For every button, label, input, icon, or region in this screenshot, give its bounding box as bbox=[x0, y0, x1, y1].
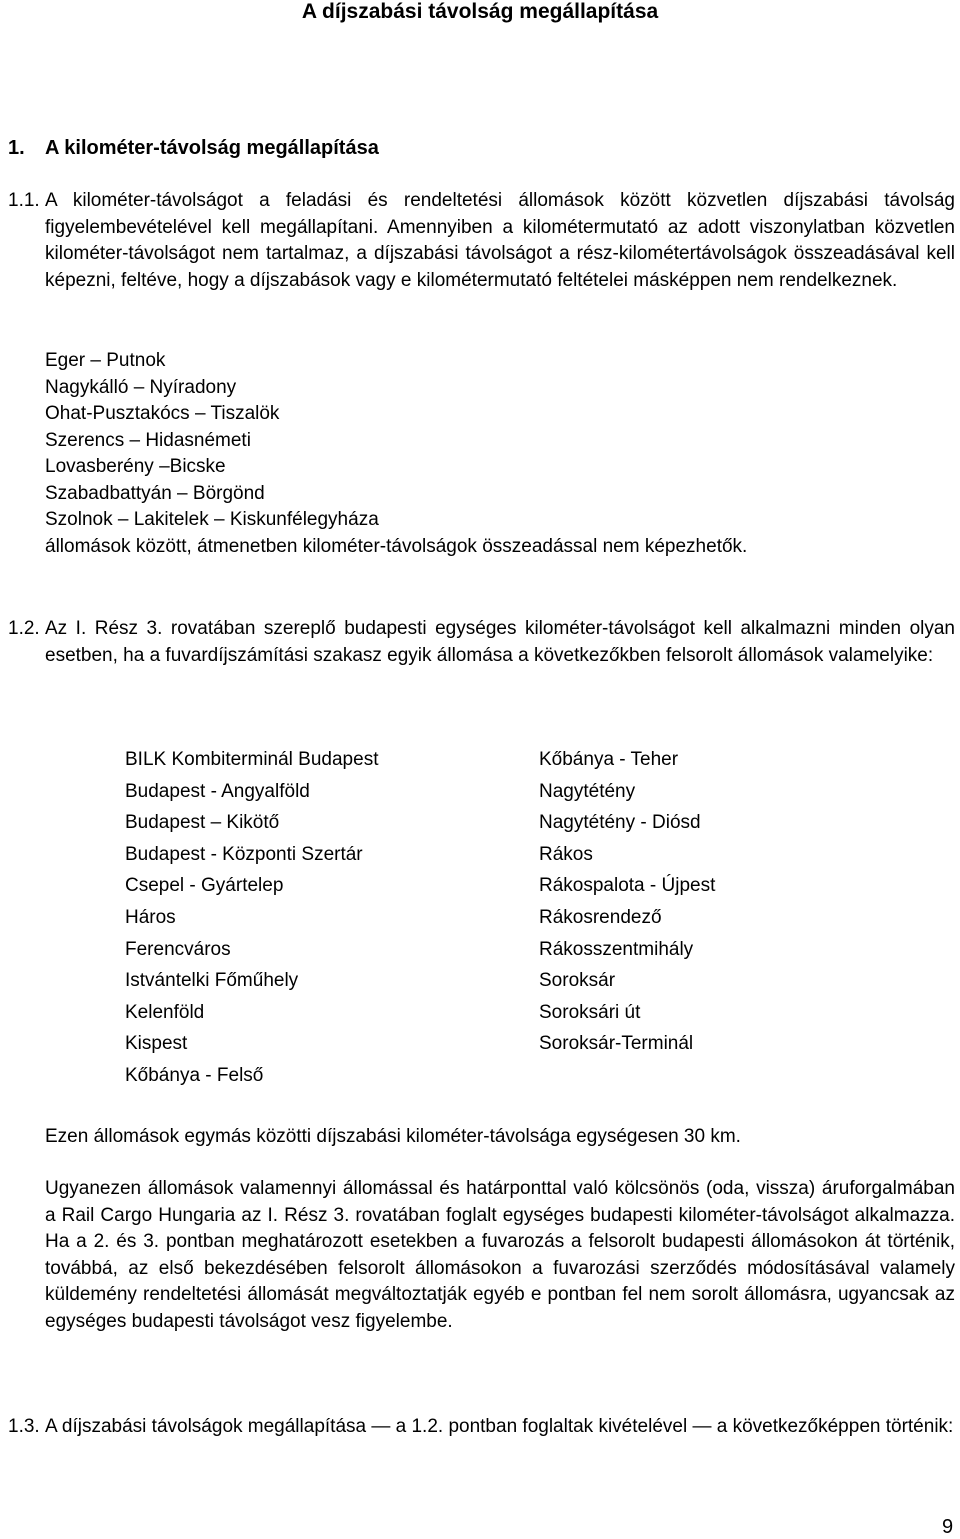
stations-left-column bbox=[125, 744, 525, 1092]
paragraph-1-3: A díjszabási távolságok megállapítása — a 1.2. pontban foglaltak kivételével — a következőképpen történik: bbox=[45, 1416, 954, 1437]
section-title: A kilométer-távolság megállapítása bbox=[45, 137, 379, 159]
route-item: Szabadbattyán – Börgönd bbox=[45, 482, 265, 504]
paragraph-number: 1.1. bbox=[8, 190, 40, 211]
station-item: Csepel - Gyártelep bbox=[125, 875, 284, 897]
stations-note: Ezen állomások egymás közötti díjszabási kilométer-távolsága egységesen 30 km. bbox=[45, 1126, 741, 1147]
station-item: Kelenföld bbox=[125, 1001, 205, 1023]
route-note: állomások között, átmenetben kilométer-távolságok összeadással nem képezhetők. bbox=[45, 535, 748, 557]
station-item: Rákos bbox=[539, 843, 593, 865]
paragraph-number: 1.2. bbox=[8, 618, 40, 639]
stations-right-column bbox=[539, 744, 939, 1060]
station-item: Ferencváros bbox=[125, 938, 231, 960]
route-item: Eger – Putnok bbox=[45, 350, 166, 371]
route-list bbox=[45, 348, 955, 560]
station-item: Istvántelki Főműhely bbox=[125, 970, 299, 992]
station-item: Soroksár bbox=[539, 970, 616, 992]
station-item: Háros bbox=[125, 906, 176, 928]
station-item: Soroksár-Terminál bbox=[539, 1033, 694, 1055]
page-number: 9 bbox=[942, 1516, 954, 1538]
route-item: Lovasberény –Bicske bbox=[45, 456, 226, 477]
route-item: Szerencs – Hidasnémeti bbox=[45, 429, 251, 451]
route-item: Szolnok – Lakitelek – Kiskunfélegyháza bbox=[45, 509, 379, 530]
section-heading bbox=[8, 136, 379, 160]
station-item: Rákospalota - Újpest bbox=[539, 875, 716, 897]
paragraph-number: 1.3. bbox=[8, 1416, 40, 1437]
station-item: Kőbánya - Felső bbox=[125, 1064, 264, 1086]
paragraph-uniform-distance: Ugyanezen állomások valamennyi állomással és határponttal való kölcsönös (oda, vissza) áruforgalmában a Rail Cargo Hungaria az I. Rész 3. rovatában foglalt egységes budapesti kilométer-távolságot alkalmazza. Ha a 2. és 3. pontban meghatározott esetekben a fuvarozás a felsorolt budapesti állomásokon át történik, továbbá, az első bekezdésében felsorolt állomásokon a fuvarozási szerződés módosításával valamely küldemény rendeltetési állomását megváltoztatják egyéb e pontban fel nem sorolt állomásra, ugyancsak az egységes budapesti távolságot vesz figyelembe. bbox=[45, 1178, 955, 1332]
station-item: Nagytétény - Diósd bbox=[539, 812, 701, 834]
page-title: A díjszabási távolság megállapítása bbox=[301, 0, 659, 23]
station-item: Soroksári út bbox=[539, 1001, 641, 1023]
station-item: Budapest - Angyalföld bbox=[125, 780, 310, 802]
route-item: Nagykálló – Nyíradony bbox=[45, 376, 237, 398]
station-item: BILK Kombiterminál Budapest bbox=[125, 749, 379, 770]
station-item: Budapest - Központi Szertár bbox=[125, 843, 363, 865]
station-item: Rákosrendező bbox=[539, 906, 662, 928]
route-item: Ohat-Pusztakócs – Tiszalök bbox=[45, 403, 280, 424]
station-item: Nagytétény bbox=[539, 780, 636, 802]
section-number: 1. bbox=[8, 137, 25, 159]
paragraph-1-1: A kilométer-távolságot a feladási és rendeltetési állomások között közvetlen díjszabási távolság figyelembevételével kell megállapítani. Amennyiben a kilométermutató az adott viszonylatban közvetlen kilométer-távolságot nem tartalmaz, a díjszabási távolságot a rész-kilométertávolságok összeadásával kell képezni, feltéve, hogy a díjszabások vagy e kilométermutató feltételei másképpen nem rendelkeznek. bbox=[45, 190, 955, 291]
station-item: Kispest bbox=[125, 1033, 188, 1055]
station-item: Rákosszentmihály bbox=[539, 938, 694, 960]
paragraph-1-2: Az I. Rész 3. rovatában szereplő budapesti egységes kilométer-távolságot kell alkalmazni minden olyan esetben, ha a fuvardíjszámítási szakasz egyik állomása a következőkben felsorolt állomások valamelyike: bbox=[45, 618, 955, 666]
station-item: Budapest – Kikötő bbox=[125, 812, 280, 834]
station-item: Kőbánya - Teher bbox=[539, 749, 679, 770]
